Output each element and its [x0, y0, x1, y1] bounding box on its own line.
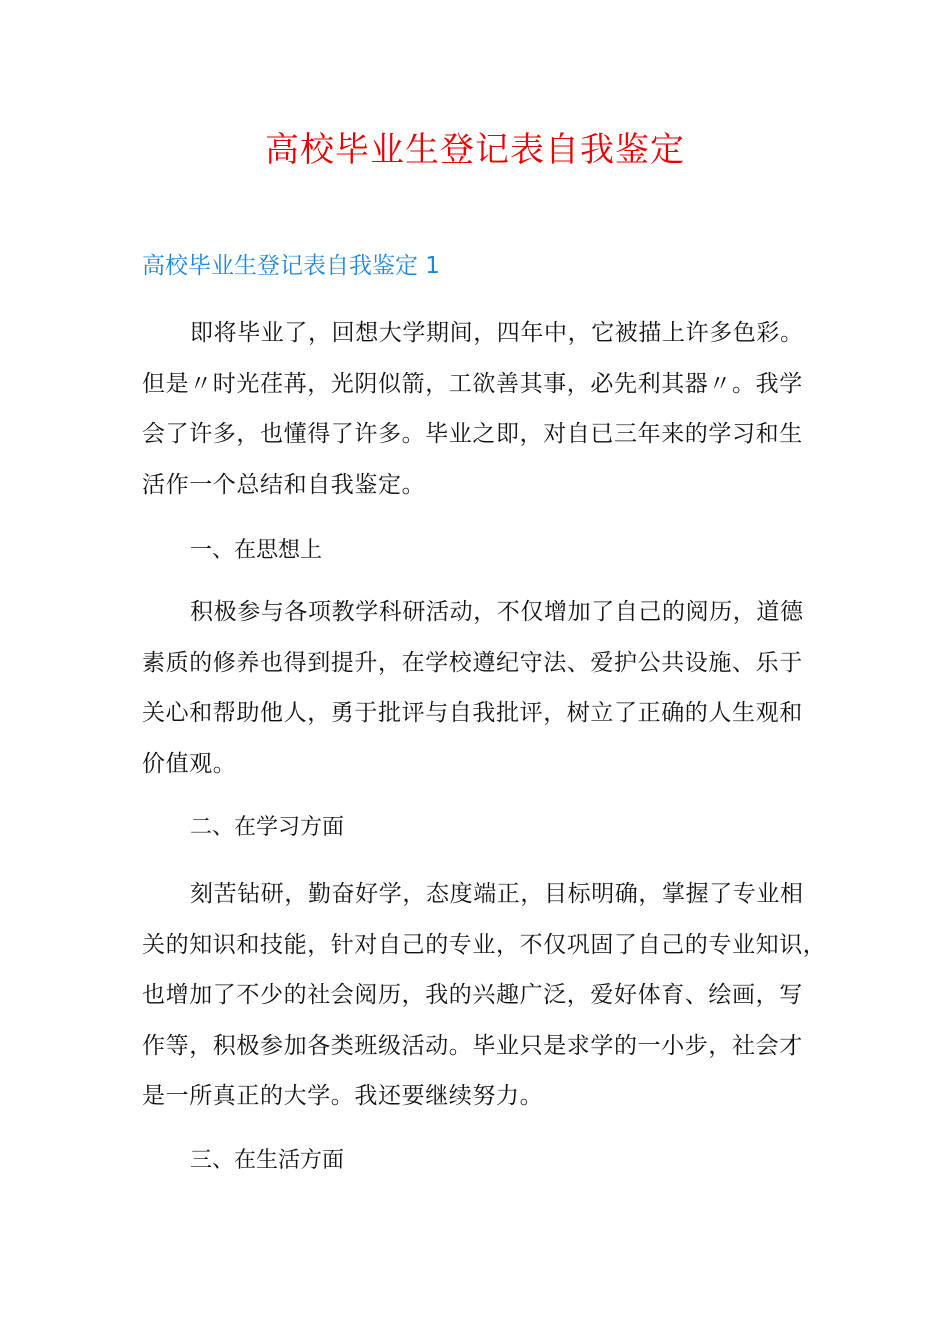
paragraph-line: 关的知识和技能，针对自己的专业，不仅巩固了自己的专业知识， [142, 931, 827, 958]
paragraph-line: 活作一个总结和自我鉴定。 [142, 471, 426, 498]
paragraph-line: 关心和帮助他人，勇于批评与自我批评，树立了正确的人生观和 [142, 700, 803, 726]
paragraph-line: 积极参与各项教学科研活动，不仅增加了自己的阅历，道德 [190, 599, 804, 625]
paragraph-line: 即将毕业了，回想大学期间，四年中，它被描上许多色彩。 [190, 320, 804, 346]
section-heading: 高校毕业生登记表自我鉴定 1 [142, 253, 440, 279]
paragraph-line: 会了许多，也懂得了许多。毕业之即，对自已三年来的学习和生 [142, 421, 803, 447]
paragraph-line: 素质的修养也得到提升，在学校遵纪守法、爱护公共设施、乐于 [142, 649, 803, 676]
intro-paragraph [142, 308, 810, 510]
paragraph-line: 但是〃时光荏苒，光阴似箭，工欲善其事，必先利其器〃。我学 [142, 370, 803, 397]
paragraph-line: 价值观。 [142, 750, 237, 777]
paragraph-line: 作等，积极参加各类班级活动。毕业只是求学的一小步，社会才 [142, 1032, 803, 1059]
paragraph-line: 是一所真正的大学。我还要继续努力。 [142, 1083, 544, 1109]
subhead-thought: 一、在思想上 [190, 538, 323, 563]
paragraph-line: 刻苦钻研，勤奋好学，态度端正，目标明确，掌握了专业相 [190, 881, 804, 907]
subhead-study: 二、在学习方面 [190, 815, 345, 840]
study-paragraph [142, 869, 827, 1122]
subhead-life: 三、在生活方面 [190, 1148, 345, 1173]
thought-paragraph [142, 587, 810, 789]
document-title: 高校毕业生登记表自我鉴定 [265, 130, 685, 170]
paragraph-line: 也增加了不少的社会阅历，我的兴趣广泛，爱好体育、绘画，写 [142, 982, 803, 1008]
